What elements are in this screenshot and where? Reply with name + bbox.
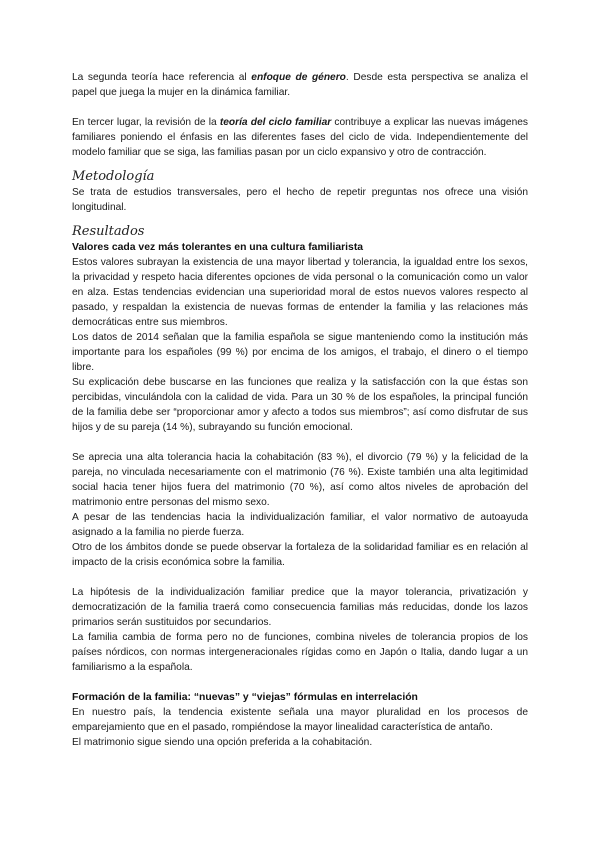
term-family-cycle: teoría del ciclo familiar [219,117,332,128]
document-page [72,70,528,750]
subheading-formacion: Formación de la familia: “nuevas” y “viejas” fórmulas en interrelación [72,692,418,703]
paragraph-valores-5: A pesar de las tendencias hacia la individualización familiar, el valor normativo de autoayuda asignado a la familia no pierde fuerza. [72,512,528,538]
paragraph-metodologia: Se trata de estudios transversales, pero el hecho de repetir preguntas nos ofrece una visión longitudinal. [72,187,528,213]
paragraph-valores-6: Otro de los ámbitos donde se puede observar la fortaleza de la solidaridad familiar es en relación al impacto de la crisis económica sobre la familia. [72,542,528,568]
paragraph-valores-4: Se aprecia una alta tolerancia hacia la cohabitación (83 %), el divorcio (79 %) y la felicidad de la pareja, no vinculada necesariamente con el matrimonio (76 %). Existe también una alta legitimidad social hacia tener hijos fuera del matrimonio (70 %), así como altos niveles de aprobación del matrimonio entre personas del mismo sexo. [72,452,528,508]
term-gender-approach: enfoque de género [251,72,346,83]
paragraph-valores-7: La hipótesis de la individualización familiar predice que la mayor tolerancia, privatización y democratización de la familia traerá como consecuencia familias más reducidas, donde los lazos primarios serán sustituidos por secundarios. [72,587,528,628]
paragraph-valores-8: La familia cambia de forma pero no de funciones, combina niveles de tolerancia propios de los países nórdicos, con normas intergeneracionales rígidas como en Japón o Italia, dando lugar a un familiarismo a la española. [72,632,528,673]
paragraph-formacion-1: En nuestro país, la tendencia existente señala una mayor pluralidad en los procesos de emparejamiento que en el pasado, rompiéndose la mayor linealidad característica de antaño. [72,707,528,733]
subheading-valores: Valores cada vez más tolerantes en una cultura familiarista [72,242,364,253]
paragraph-gender-theory: La segunda teoría hace referencia al enfoque de género. Desde esta perspectiva se analiza el papel que juega la mujer en la dinámica familiar. [72,72,529,98]
paragraph-valores-2: Los datos de 2014 señalan que la familia española se sigue manteniendo como la institución más importante para los españoles (99 %) por encima de los amigos, el trabajo, el dinero o el tiempo libre. [72,332,528,373]
paragraph-formacion-2: El matrimonio sigue siendo una opción preferida a la cohabitación. [72,737,373,748]
heading-metodologia: Metodología [72,169,155,184]
paragraph-valores-1: Estos valores subrayan la existencia de una mayor libertad y tolerancia, la igualdad entre los sexos, la privacidad y respeto hacia diferentes opciones de vida personal o la comunicación como un valor en alza. Estas tendencias evidencian una superioridad moral de estos nuevos valores respecto al pasado, y respaldan la existencia de nuevas formas de entender la familia y las relaciones más democráticas entre sus miembros. [72,257,528,328]
paragraph-family-cycle: En tercer lugar, la revisión de la teoría del ciclo familiar contribuye a explicar las nuevas imágenes familiares poniendo el énfasis en las diferentes fases del ciclo de vida. Independientemente del modelo familiar que se siga, las familias pasan por un ciclo expansivo y otro de contracción. [72,117,528,158]
paragraph-valores-3: Su explicación debe buscarse en las funciones que realiza y la satisfacción con la que éstas son percibidas, vinculándola con la calidad de vida. Para un 30 % de los españoles, la principal función de la familia debe ser “proporcionar amor y afecto a todos sus miembros”; así como disfrutar de sus hijos y de su pareja (14 %), subrayando su función emocional. [72,377,528,433]
heading-resultados: Resultados [72,224,145,239]
